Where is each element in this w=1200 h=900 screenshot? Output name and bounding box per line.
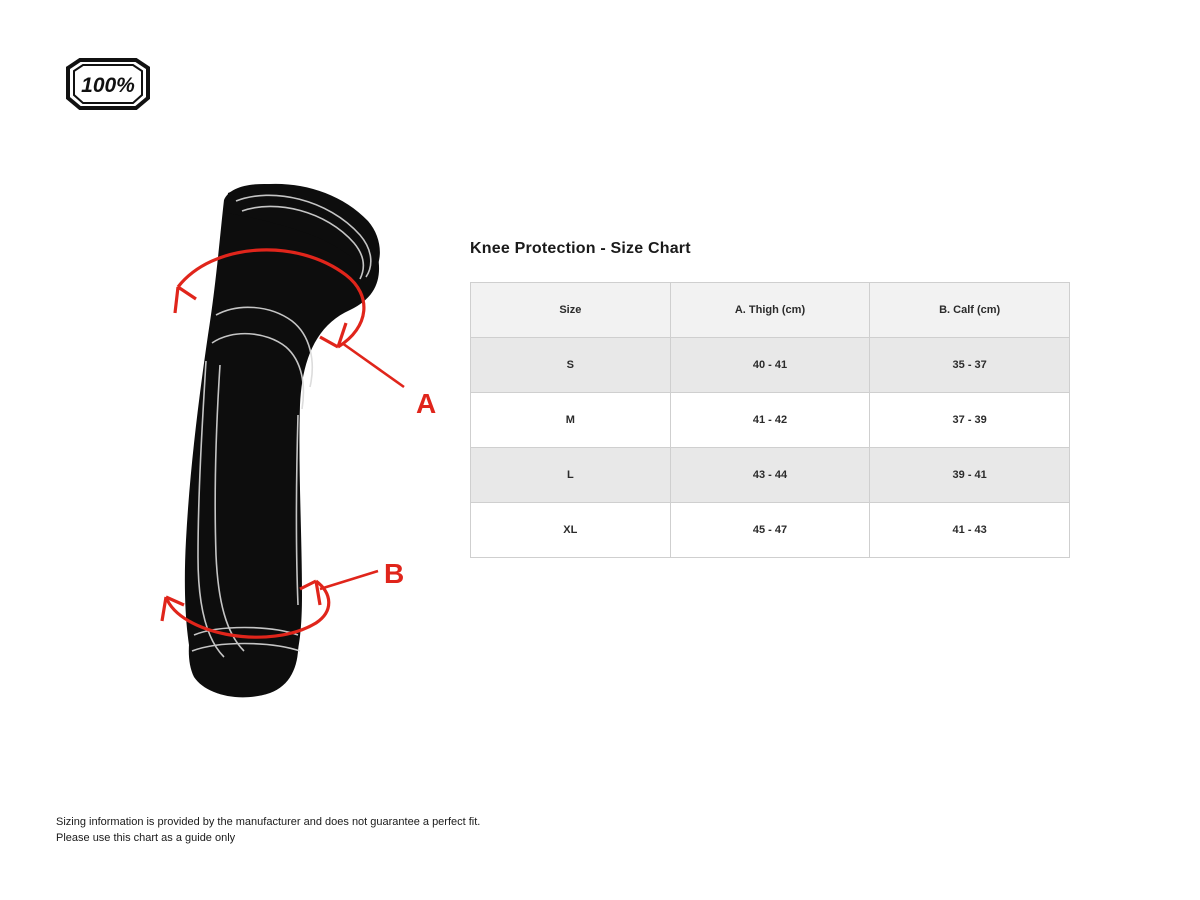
footnote-line-2: Please use this chart as a guide only	[56, 831, 236, 844]
cell-calf: 35 - 37	[870, 338, 1070, 393]
column-header-size: Size	[471, 283, 671, 338]
measurement-b-label: B	[384, 558, 405, 589]
cell-thigh: 45 - 47	[670, 503, 870, 558]
cell-thigh: 41 - 42	[670, 393, 870, 448]
cell-thigh: 43 - 44	[670, 448, 870, 503]
cell-thigh: 40 - 41	[670, 338, 870, 393]
knee-guard-illustration	[120, 165, 460, 705]
cell-size: M	[471, 393, 671, 448]
brand-logo	[60, 58, 156, 114]
cell-size: XL	[471, 503, 671, 558]
size-chart-section	[470, 240, 1070, 558]
table-row	[471, 393, 1070, 448]
cell-calf: 41 - 43	[870, 503, 1070, 558]
cell-calf: 37 - 39	[870, 393, 1070, 448]
column-header-thigh: A. Thigh (cm)	[670, 283, 870, 338]
cell-size: S	[471, 338, 671, 393]
table-row	[471, 448, 1070, 503]
table-row	[471, 338, 1070, 393]
footnote	[56, 815, 480, 847]
cell-size: L	[471, 448, 671, 503]
brand-logo-text: 100%	[81, 74, 135, 97]
table-row	[471, 503, 1070, 558]
page-title: Knee Protection - Size Chart	[470, 240, 691, 257]
footnote-line-1: Sizing information is provided by the manufacturer and does not guarantee a perfect fit.	[56, 816, 481, 828]
column-header-calf: B. Calf (cm)	[870, 283, 1070, 338]
size-chart-table	[470, 282, 1070, 558]
table-header-row	[471, 283, 1070, 338]
cell-calf: 39 - 41	[870, 448, 1070, 503]
measurement-a-label: A	[416, 388, 437, 419]
